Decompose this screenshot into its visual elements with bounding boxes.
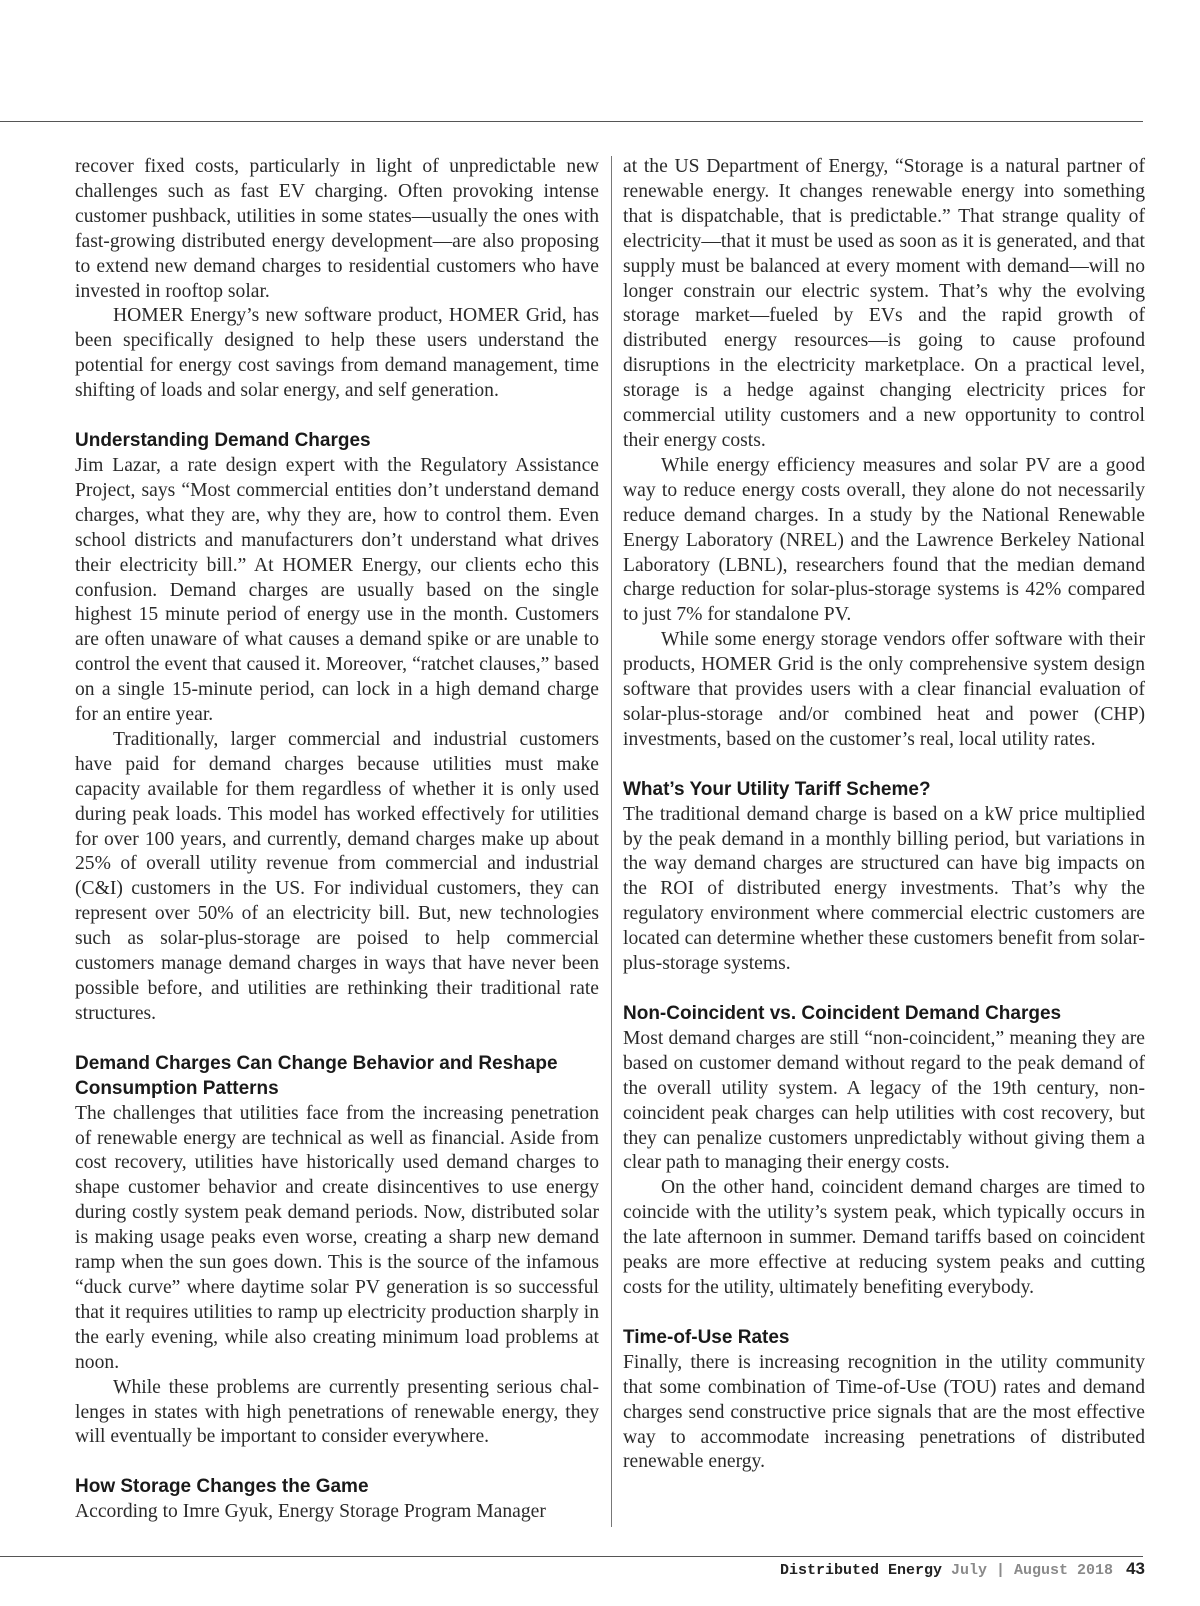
paragraph: Finally, there is increasing recognition in the utility community that some combination of Time-of-Use (TOU) rates and demand charges send constructive price signals that are the most effective way to accommodate increasing penetrations of distributed renewable energy. [623, 1351, 1145, 1473]
paragraph: While energy efficiency measures and solar PV are a good way to reduce energy costs overall, they alone do not necessarily reduce demand charges. In a study by the National Renewable Energy Laboratory (NREL) and the Lawrence Berkeley National Laboratory (LBNL), researchers found that the median demand charge reduction for solar-plus-storage systems is 42% compared to just 7% for standalone PV. [623, 454, 1145, 626]
section-heading-time-of-use-rates: Time-of-Use Rates [623, 1326, 790, 1348]
right-column [623, 155, 1145, 1475]
section-heading-utility-tariff-scheme: What’s Your Utility Tariff Scheme? [623, 778, 931, 800]
paragraph: Most demand charges are still “non-coincident,” meaning they are based on customer demand without regard to the peak demand of the overall utility system. A legacy of the 19th century, non-coincident peak charges can help utilities with cost recovery, but they can penalize customers unpredictably without giving them a clear path to managing their energy costs. [623, 1027, 1145, 1174]
paragraph: According to Imre Gyuk, Energy Storage Program Manager [75, 1501, 546, 1523]
paragraph: The traditional demand charge is based on a kW price multiplied by the peak demand in a monthly billing period, but variations in the way demand charges are structured can have big impacts on the ROI of distributed energy investments. That’s why the regulatory environment where commercial electric customers are located can determine whether these customers benefit from solar-plus-storage systems. [623, 803, 1145, 975]
paragraph: While these problems are currently presenting serious challenges in states with high penetrations of renewable energy, they will eventually be important to consider everywhere. [75, 1376, 599, 1448]
page-footer [780, 1559, 1145, 1579]
paragraph: The challenges that utilities face from the increasing penetration of renewable energy are technical as well as financial. Aside from cost recovery, utilities have historically used demand charges to shape customer behavior and create disincentives to use energy during costly system peak demand periods. Now, distributed solar is making usage peaks even worse, creating a sharp new demand ramp when the sun goes down. This is the source of the infamous “duck curve” where daytime solar PV generation is so successful that it requires utilities to ramp up electricity production sharply in the early evening, while also creating minimum load problems at noon. [75, 1102, 599, 1373]
footer-rule [0, 1556, 1143, 1557]
left-column [75, 155, 599, 1525]
paragraph: HOMER Energy’s new software product, HOMER Grid, has been specifically designed to help these users understand the potential for energy cost savings from demand management, time shifting of loads and solar energy, and self generation. [75, 305, 599, 402]
paragraph: Traditionally, larger commercial and industrial customers have paid for demand charges because utilities must make capacity available for them regardless of whether it is only used during peak loads. This model has worked effectively for utilities for over 100 years, and currently, demand charges make up about 25% of overall utility revenue from commercial and industrial (C&I) customers in the US. For individual customers, they can represent over 50% of an electricity bill. But, new technologies such as solar-plus-storage are poised to help commercial customers manage demand charges in ways that have never been possible before, and utilities are rethinking their traditional rate structures. [75, 728, 599, 1024]
paragraph: recover fixed costs, particularly in light of unpredictable new challenges such as fast EV charging. Often provoking intense customer pushback, utilities in some states—usually the ones with fast-growing distributed energy development—are also proposing to extend new demand charges to residential customers who have invested in rooftop solar. [75, 156, 599, 302]
column-divider [611, 156, 612, 1527]
paragraph: Jim Lazar, a rate design expert with the Regulatory Assistance Project, says “Most commercial entities don’t understand demand charges, what they are, why they are, how to control them. Even school districts and manufacturers don’t understand what drives their electricity bill.” At HOMER Energy, our clients echo this confusion. Demand charges are usually based on the single highest 15 minute period of energy use in the month. Customers are often unaware of what causes a demand spike or are unable to control the event that caused it. Moreover, “ratchet clauses,” based on a single 15-minute period, can lock in a high demand charge for an entire year. [75, 454, 599, 726]
issue-date: July | August 2018 [951, 1562, 1114, 1579]
header-rule [0, 121, 1143, 122]
section-heading-demand-charges-change-behavior: Demand Charges Can Change Behavior and Reshape Consumption Patterns [75, 1052, 558, 1099]
paragraph: While some energy storage vendors offer software with their products, HOMER Grid is the only comprehensive system design software that provides users with a clear financial evaluation of solar-plus-storage and/or combined heat and power (CHP) investments, based on the customer’s real, local utility rates. [623, 629, 1145, 750]
paragraph: On the other hand, coincident demand charges are timed to coincide with the utility’s system peak, which typically occurs in the late afternoon in summer. Demand tariffs based on coincident peaks are more effective at reducing system peaks and cutting costs for the utility, ultimately benefiting everybody. [623, 1177, 1145, 1298]
paragraph: at the US Department of Energy, “Storage is a natural partner of renewable energy. It changes renewable energy into something that is dispatchable, that is predictable.” That strange quality of electricity—that it must be used as soon as it is generated, and that supply must be balanced at every moment with demand—will no longer constrain our electric system. That’s why the evolving storage market—fueled by EVs and the rapid growth of distributed energy resources—is going to cause profound disruptions in the electricity marketplace. On a practical level, storage is a hedge against changing electricity prices for commercial utility customers and a new opportunity to control their energy costs. [623, 156, 1145, 451]
page-number: 43 [1126, 1559, 1145, 1578]
section-heading-non-coincident-vs-coincident: Non-Coincident vs. Coincident Demand Charges [623, 1003, 1062, 1024]
section-heading-understanding-demand-charges: Understanding Demand Charges [75, 430, 371, 452]
publication-name: Distributed Energy [779, 1562, 943, 1579]
section-heading-how-storage-changes-the-game: How Storage Changes the Game [75, 1476, 369, 1498]
